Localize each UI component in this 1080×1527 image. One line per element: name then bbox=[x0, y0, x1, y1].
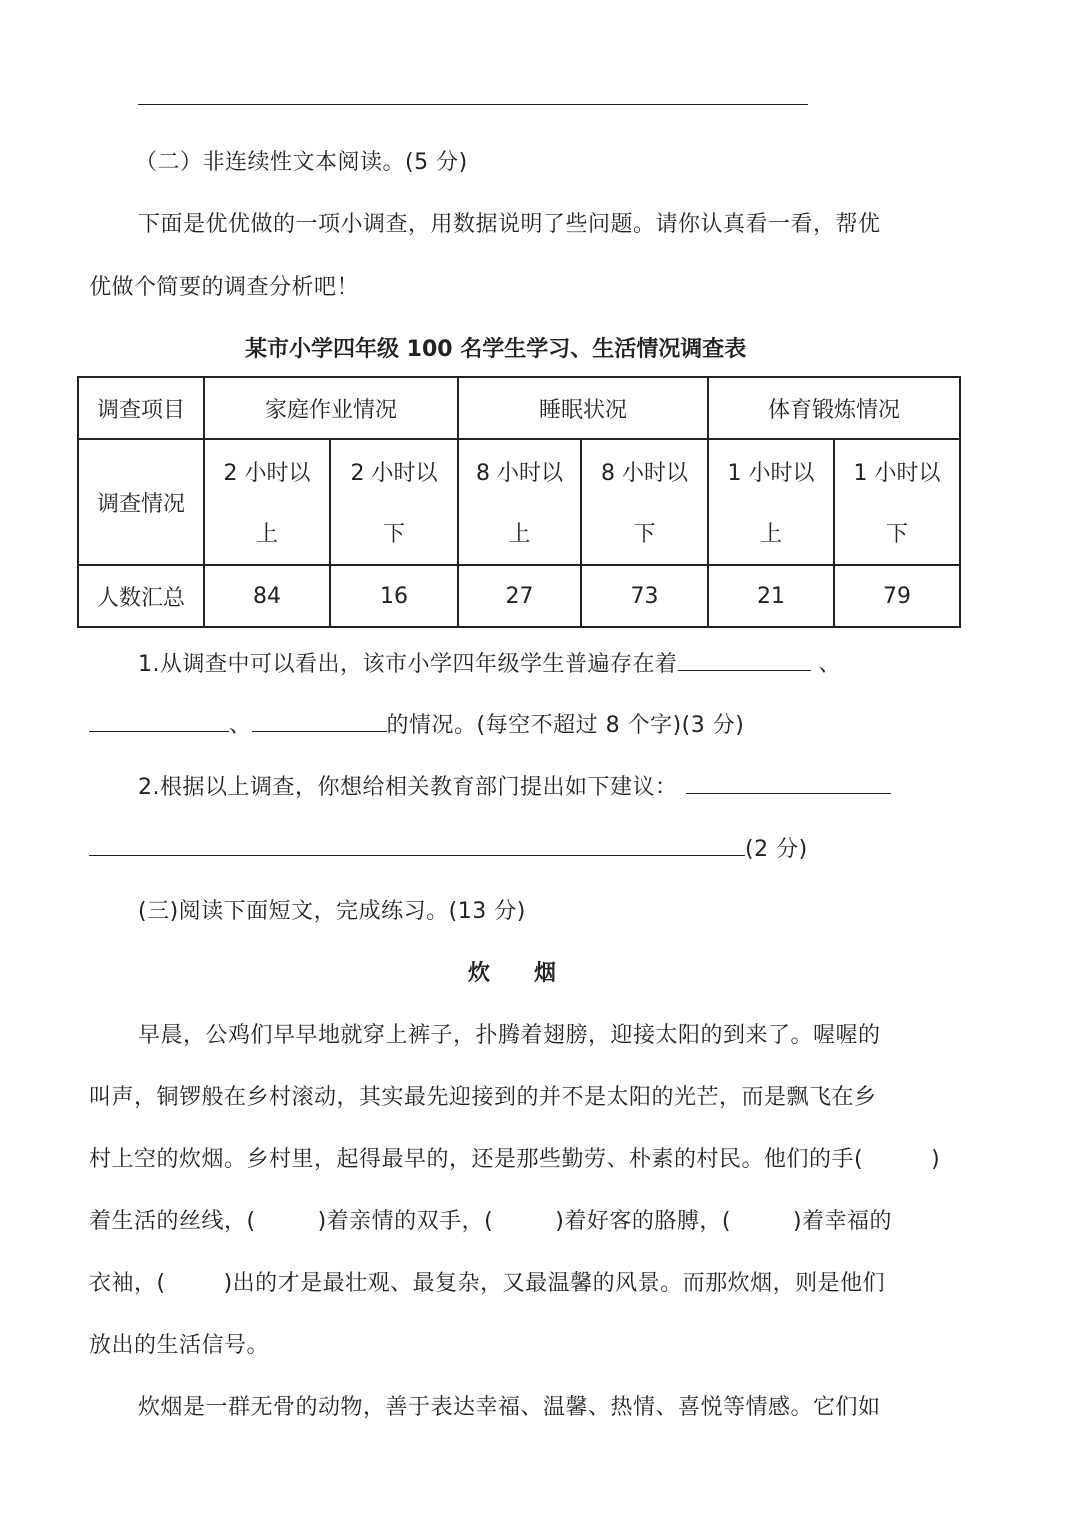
condition-text-b: 下 bbox=[633, 522, 656, 547]
condition-cell bbox=[330, 439, 458, 565]
count-cell: 84 bbox=[204, 565, 330, 627]
question-2-line-2 bbox=[89, 832, 808, 863]
passage-line-4-part: 着生活的丝线，( bbox=[89, 1209, 256, 1234]
passage-line-3 bbox=[89, 1142, 940, 1173]
passage-line-3-text: 村上空的炊烟。乡村里，起得最早的，还是那些勤劳、朴素的村民。他们的手( bbox=[89, 1147, 864, 1172]
survey-table bbox=[77, 376, 961, 628]
answer-blank-4[interactable] bbox=[686, 793, 891, 794]
passage-line-2: 叫声，铜锣般在乡村滚动，其实最先迎接到的并不是太阳的光芒，而是飘飞在乡 bbox=[89, 1085, 877, 1110]
condition-cell bbox=[204, 439, 330, 565]
answer-line-top bbox=[138, 104, 808, 105]
condition-cell bbox=[458, 439, 581, 565]
question-1-text-2: 的情况。(每空不超过 8 个字)(3 分) bbox=[386, 713, 745, 738]
header-cell-item: 调查项目 bbox=[78, 377, 204, 439]
question-1-comma-2: 、 bbox=[229, 713, 252, 738]
table-title: 某市小学四年级 100 名学生学习、生活情况调查表 bbox=[245, 337, 747, 362]
answer-blank-1[interactable] bbox=[678, 670, 811, 671]
passage-line-5 bbox=[89, 1266, 885, 1297]
passage-line-1: 早晨，公鸡们早早地就穿上裤子，扑腾着翅膀，迎接太阳的到来了。喔喔的 bbox=[138, 1023, 881, 1048]
table-row-counts bbox=[78, 565, 960, 627]
answer-blank-2[interactable] bbox=[89, 731, 229, 732]
question-2-line-1 bbox=[138, 770, 891, 801]
question-1-text: 1.从调查中可以看出，该市小学四年级学生普遍存在着 bbox=[138, 652, 678, 677]
condition-text-b: 上 bbox=[255, 522, 278, 547]
condition-text-b: 上 bbox=[760, 522, 783, 547]
condition-cell bbox=[581, 439, 708, 565]
condition-text-b: 下 bbox=[383, 522, 406, 547]
header-cell-sleep: 睡眠状况 bbox=[458, 377, 708, 439]
intro-line-1: 下面是优优做的一项小调查，用数据说明了些问题。请你认真看一看，帮优 bbox=[138, 212, 881, 237]
count-cell: 79 bbox=[834, 565, 960, 627]
condition-text-b: 下 bbox=[886, 522, 909, 547]
condition-text-a: 1 小时以 bbox=[853, 461, 941, 486]
count-cell: 73 bbox=[581, 565, 708, 627]
passage-line-4-part: )着幸福的 bbox=[792, 1209, 893, 1234]
condition-cell bbox=[834, 439, 960, 565]
count-cell: 27 bbox=[458, 565, 581, 627]
header-cell-exercise: 体育锻炼情况 bbox=[708, 377, 960, 439]
table-row-conditions bbox=[78, 439, 960, 565]
answer-blank-3[interactable] bbox=[252, 731, 387, 732]
passage-line-5-part: 衣袖，( bbox=[89, 1271, 166, 1296]
table-header-row bbox=[78, 377, 960, 439]
passage-line-7: 炊烟是一群无骨的动物，善于表达幸福、温馨、热情、喜悦等情感。它们如 bbox=[138, 1395, 881, 1420]
condition-cell bbox=[708, 439, 834, 565]
condition-text-a: 8 小时以 bbox=[601, 461, 689, 486]
row-label-counts: 人数汇总 bbox=[78, 565, 204, 627]
row-label-conditions: 调查情况 bbox=[78, 439, 204, 565]
section2-heading: （二）非连续性文本阅读。(5 分) bbox=[135, 150, 468, 175]
passage-line-4 bbox=[89, 1204, 892, 1235]
condition-text-b: 上 bbox=[508, 522, 531, 547]
question-1-line-2 bbox=[89, 708, 744, 739]
passage-line-4-part: )着好客的胳膊，( bbox=[555, 1209, 731, 1234]
question-2-text: 2.根据以上调查，你想给相关教育部门提出如下建议： bbox=[138, 775, 678, 800]
condition-text-a: 2 小时以 bbox=[350, 461, 438, 486]
passage-line-6: 放出的生活信号。 bbox=[89, 1333, 270, 1358]
intro-line-2: 优做个简要的调查分析吧！ bbox=[89, 275, 360, 300]
passage-line-4-part: )着亲情的双手，( bbox=[317, 1209, 494, 1234]
condition-text-a: 8 小时以 bbox=[476, 461, 564, 486]
count-cell: 21 bbox=[708, 565, 834, 627]
count-cell: 16 bbox=[330, 565, 458, 627]
passage-title: 炊 烟 bbox=[468, 961, 557, 986]
passage-line-5-part: )出的才是最壮观、最复杂，又最温馨的风景。而那炊烟，则是他们 bbox=[223, 1271, 886, 1296]
section3-heading: (三)阅读下面短文，完成练习。(13 分) bbox=[138, 899, 526, 924]
condition-text-a: 1 小时以 bbox=[727, 461, 815, 486]
header-cell-homework: 家庭作业情况 bbox=[204, 377, 458, 439]
condition-text-a: 2 小时以 bbox=[223, 461, 311, 486]
answer-blank-5[interactable] bbox=[89, 855, 745, 856]
question-1-comma: 、 bbox=[818, 652, 842, 677]
question-2-score: (2 分) bbox=[745, 837, 808, 862]
paren-close: ) bbox=[931, 1147, 941, 1172]
question-1-line-1 bbox=[138, 647, 841, 678]
